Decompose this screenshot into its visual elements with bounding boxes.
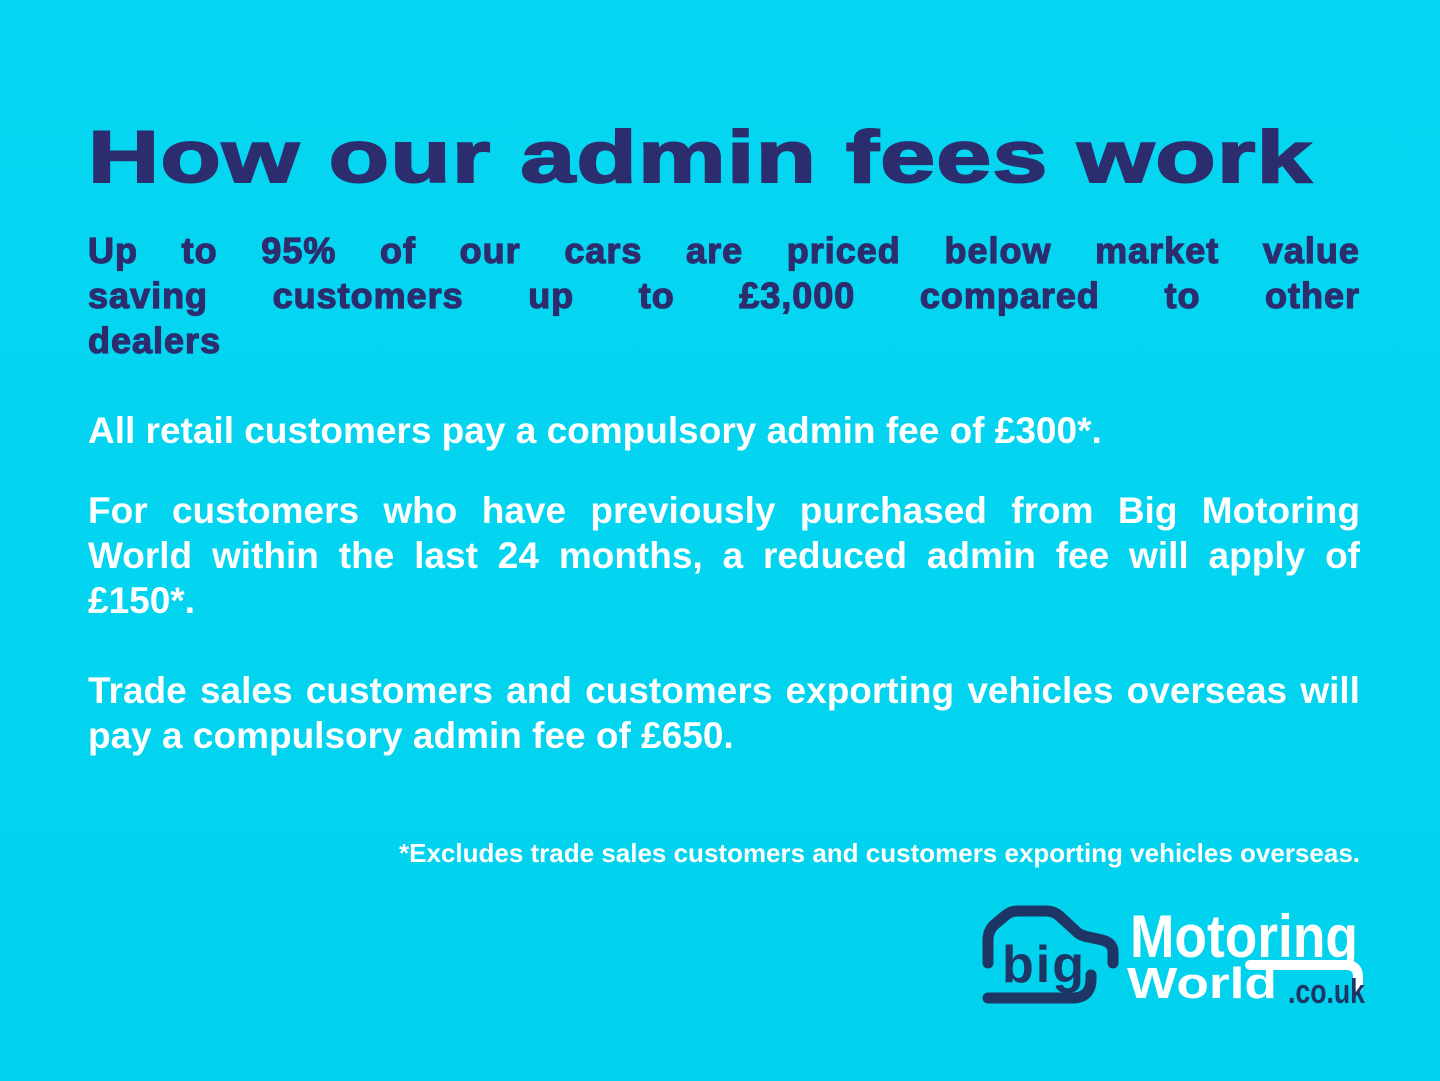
retail-fee-line: All retail customers pay a compulsory admin fee of £300*. (88, 410, 1102, 451)
subheading-line-3: dealers (88, 320, 222, 361)
big-label: big (1002, 936, 1086, 994)
paragraph-trade-export-fee (88, 668, 1360, 758)
motoring-label: Motoring (1130, 903, 1358, 970)
page-title: How our admin fees work (88, 117, 1313, 198)
repeat-customer-line-3: £150*. (88, 580, 195, 621)
subheading (88, 228, 1360, 363)
world-label: World (1127, 959, 1277, 1008)
trade-export-line-2: pay a compulsory admin fee of £650. (88, 715, 734, 756)
paragraph-retail-fee (88, 408, 1360, 453)
footnote: *Excludes trade sales customers and customers exporting vehicles overseas. (399, 838, 1360, 868)
subheading-line-1: Up to 95% of our cars are priced below market value (88, 230, 1360, 271)
domain-suffix: .co.uk (1288, 973, 1366, 1011)
repeat-customer-line-1: For customers who have previously purchased from Big Motoring (88, 490, 1360, 531)
subheading-line-2: saving customers up to £3,000 compared to other (88, 275, 1360, 316)
repeat-customer-line-2: World within the last 24 months, a reduced admin fee will apply of (88, 535, 1360, 576)
trade-export-line-1: Trade sales customers and customers exporting vehicles overseas will (88, 670, 1360, 711)
paragraph-repeat-customer-fee (88, 488, 1360, 623)
brand-logo (980, 890, 1410, 1040)
